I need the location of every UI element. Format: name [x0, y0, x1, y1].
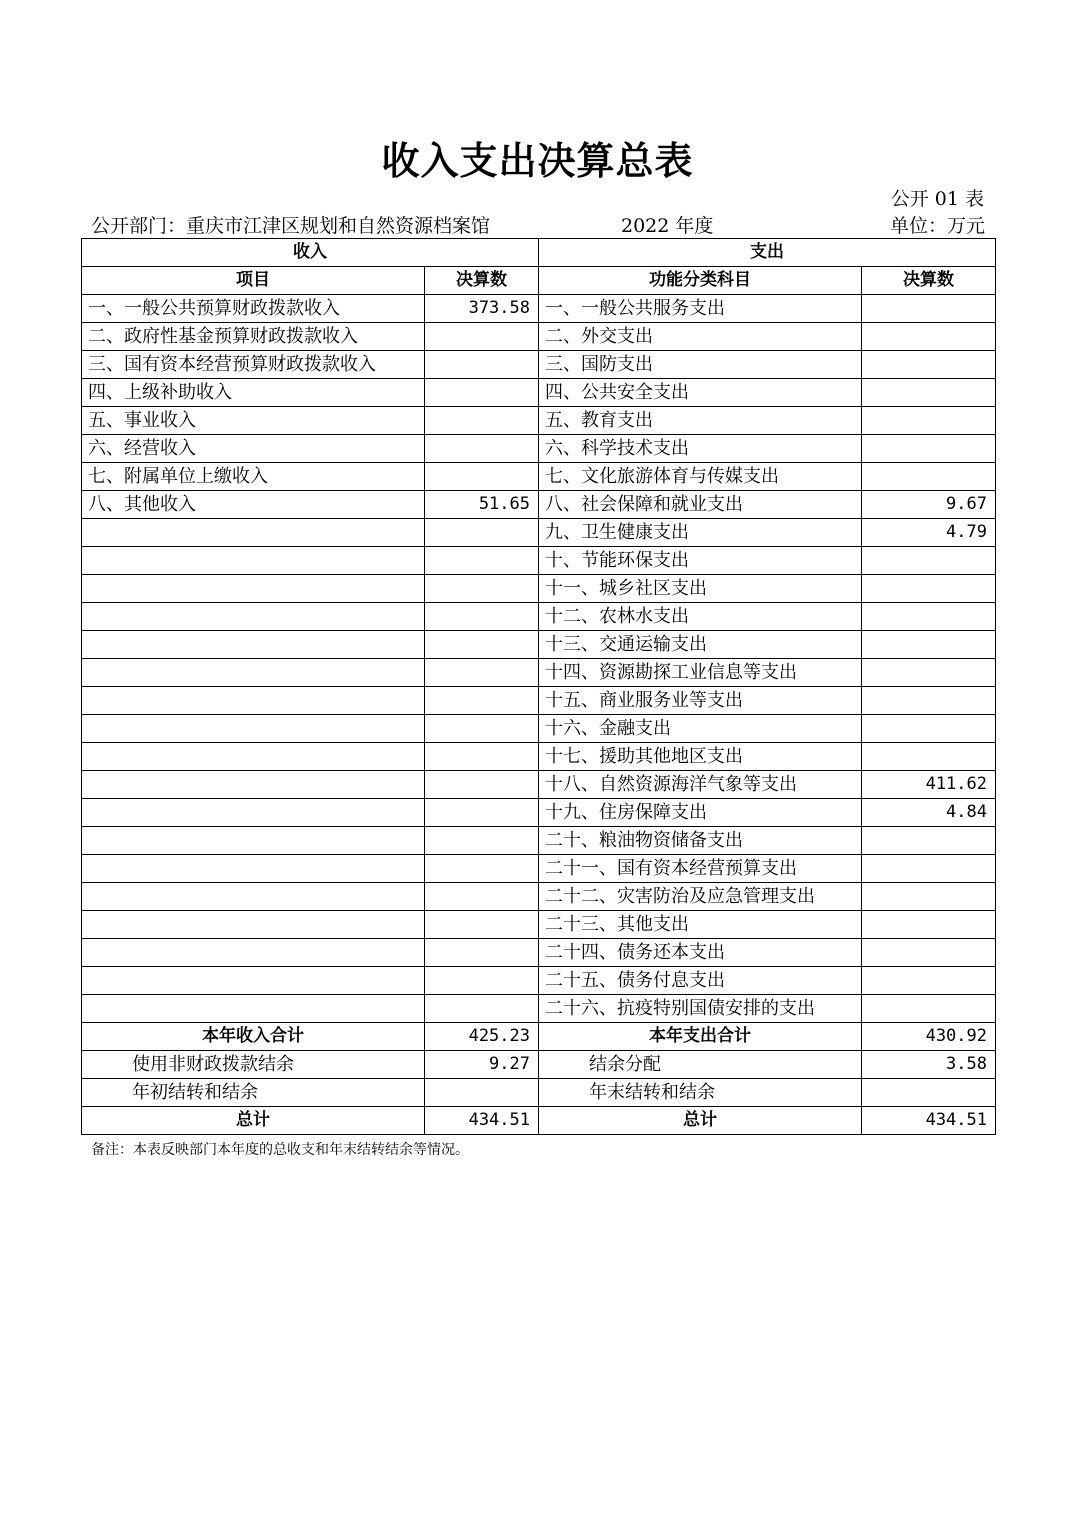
income-amount-cell	[425, 855, 539, 883]
income-item-cell	[82, 575, 425, 603]
income-item-cell	[82, 631, 425, 659]
income-amount-cell	[425, 407, 539, 435]
table-row	[82, 435, 996, 463]
footnote: 备注：本表反映部门本年度的总收支和年末结转结余等情况。	[91, 1142, 469, 1158]
expense-amount-cell: 9.67	[862, 491, 996, 519]
table-row	[82, 379, 996, 407]
expense-item-cell: 十、节能环保支出	[539, 547, 862, 575]
table-row	[82, 771, 996, 799]
income-item-cell: 一、一般公共预算财政拨款收入	[82, 295, 425, 323]
expense-item-cell: 一、一般公共服务支出	[539, 295, 862, 323]
income-amount-cell	[425, 715, 539, 743]
grand-total-row	[82, 1107, 996, 1135]
income-amount-cell	[425, 883, 539, 911]
income-amount-cell	[425, 743, 539, 771]
table-row	[82, 855, 996, 883]
income-item-cell: 二、政府性基金预算财政拨款收入	[82, 323, 425, 351]
expense-item-cell: 十九、住房保障支出	[539, 799, 862, 827]
table-row	[82, 463, 996, 491]
table-row	[82, 659, 996, 687]
income-amount-cell	[425, 659, 539, 687]
grand-total-income-label: 总计	[82, 1107, 425, 1135]
expense-amount-cell	[862, 323, 996, 351]
grand-total-expense-value: 434.51	[862, 1107, 996, 1135]
table-row	[82, 491, 996, 519]
income-item-cell: 三、国有资本经营预算财政拨款收入	[82, 351, 425, 379]
expense-item-cell: 二十、粮油物资储备支出	[539, 827, 862, 855]
income-item-cell	[82, 547, 425, 575]
expense-amount-cell	[862, 939, 996, 967]
income-amount-cell	[425, 995, 539, 1023]
expense-amount-cell	[862, 827, 996, 855]
income-item-cell	[82, 603, 425, 631]
income-total-label: 本年收入合计	[82, 1023, 425, 1051]
expense-item-cell: 八、社会保障和就业支出	[539, 491, 862, 519]
expense-amount-cell	[862, 631, 996, 659]
expense-amount-cell	[862, 547, 996, 575]
expense-amount-cell	[862, 659, 996, 687]
income-amount-cell	[425, 519, 539, 547]
expense-item-cell: 十六、金融支出	[539, 715, 862, 743]
expense-item-cell: 十八、自然资源海洋气象等支出	[539, 771, 862, 799]
expense-item-cell: 十七、援助其他地区支出	[539, 743, 862, 771]
carryover-row	[82, 1079, 996, 1107]
budget-table	[81, 238, 996, 1135]
table-row	[82, 911, 996, 939]
expense-item-cell: 二十一、国有资本经营预算支出	[539, 855, 862, 883]
expense-amount-cell	[862, 407, 996, 435]
department-label: 公开部门：重庆市江津区规划和自然资源档案馆	[91, 215, 491, 237]
income-amount-cell	[425, 351, 539, 379]
expense-item-cell: 二十五、债务付息支出	[539, 967, 862, 995]
expense-amount-cell	[862, 575, 996, 603]
grand-total-income-value: 434.51	[425, 1107, 539, 1135]
unit-label: 单位：万元	[889, 215, 985, 237]
income-item-cell: 四、上级补助收入	[82, 379, 425, 407]
income-item-cell	[82, 687, 425, 715]
expense-amount-cell	[862, 911, 996, 939]
expense-total-label: 本年支出合计	[539, 1023, 862, 1051]
income-amount-cell	[425, 463, 539, 491]
income-total-value: 425.23	[425, 1023, 539, 1051]
income-amount-cell	[425, 687, 539, 715]
expense-amount-cell	[862, 463, 996, 491]
income-item-cell: 七、附属单位上缴收入	[82, 463, 425, 491]
column-header-row	[82, 267, 996, 295]
income-item-cell	[82, 911, 425, 939]
table-row	[82, 631, 996, 659]
income-amount-cell	[425, 911, 539, 939]
expense-item-cell: 十三、交通运输支出	[539, 631, 862, 659]
income-item-cell	[82, 743, 425, 771]
expense-amount-cell	[862, 295, 996, 323]
table-row	[82, 743, 996, 771]
annual-total-row	[82, 1023, 996, 1051]
expense-amount-cell	[862, 379, 996, 407]
income-amount-cell	[425, 575, 539, 603]
table-row	[82, 827, 996, 855]
income-header: 收入	[82, 239, 539, 267]
expense-amount-cell	[862, 603, 996, 631]
income-item-cell	[82, 519, 425, 547]
expense-item-cell: 九、卫生健康支出	[539, 519, 862, 547]
income-item-cell	[82, 883, 425, 911]
expense-item-cell: 四、公共安全支出	[539, 379, 862, 407]
income-item-cell	[82, 659, 425, 687]
balance-allocation-label: 结余分配	[539, 1051, 862, 1079]
table-row	[82, 715, 996, 743]
expense-item-cell: 二、外交支出	[539, 323, 862, 351]
income-item-cell	[82, 799, 425, 827]
table-row	[82, 799, 996, 827]
income-amount-cell	[425, 323, 539, 351]
table-row	[82, 687, 996, 715]
table-row	[82, 547, 996, 575]
expense-amount-cell: 4.79	[862, 519, 996, 547]
income-item-cell: 五、事业收入	[82, 407, 425, 435]
table-row	[82, 575, 996, 603]
income-item-cell	[82, 855, 425, 883]
expense-amount-cell	[862, 855, 996, 883]
nonfiscal-balance-label: 使用非财政拨款结余	[82, 1051, 425, 1079]
expense-amount-cell	[862, 715, 996, 743]
expense-amount-column-header: 决算数	[862, 267, 996, 295]
expense-item-cell: 三、国防支出	[539, 351, 862, 379]
nonfiscal-balance-value: 9.27	[425, 1051, 539, 1079]
expense-item-cell: 二十四、债务还本支出	[539, 939, 862, 967]
beginning-carryover-value	[425, 1079, 539, 1107]
expense-amount-cell	[862, 995, 996, 1023]
ending-carryover-label: 年末结转和结余	[539, 1079, 862, 1107]
section-header-row	[82, 239, 996, 267]
income-item-cell	[82, 967, 425, 995]
income-item-cell: 六、经营收入	[82, 435, 425, 463]
expense-item-cell: 二十三、其他支出	[539, 911, 862, 939]
expense-amount-cell	[862, 883, 996, 911]
income-item-cell	[82, 995, 425, 1023]
balance-allocation-value: 3.58	[862, 1051, 996, 1079]
table-row	[82, 351, 996, 379]
expense-amount-cell	[862, 743, 996, 771]
table-row	[82, 323, 996, 351]
grand-total-expense-label: 总计	[539, 1107, 862, 1135]
beginning-carryover-label: 年初结转和结余	[82, 1079, 425, 1107]
income-amount-cell	[425, 771, 539, 799]
income-item-cell: 八、其他收入	[82, 491, 425, 519]
expense-amount-cell	[862, 351, 996, 379]
income-amount-cell	[425, 939, 539, 967]
income-item-cell	[82, 771, 425, 799]
expense-item-cell: 十四、资源勘探工业信息等支出	[539, 659, 862, 687]
income-amount-cell	[425, 827, 539, 855]
function-column-header: 功能分类科目	[539, 267, 862, 295]
report-meta	[91, 211, 985, 237]
income-amount-cell	[425, 603, 539, 631]
table-row	[82, 939, 996, 967]
table-row	[82, 295, 996, 323]
expense-item-cell: 七、文化旅游体育与传媒支出	[539, 463, 862, 491]
income-amount-cell	[425, 547, 539, 575]
expense-amount-cell: 411.62	[862, 771, 996, 799]
income-item-cell	[82, 715, 425, 743]
ending-carryover-value	[862, 1079, 996, 1107]
expense-item-cell: 二十二、灾害防治及应急管理支出	[539, 883, 862, 911]
income-amount-cell	[425, 435, 539, 463]
page-title: 收入支出决算总表	[381, 139, 694, 183]
expense-item-cell: 二十六、抗疫特别国债安排的支出	[539, 995, 862, 1023]
expense-amount-cell: 4.84	[862, 799, 996, 827]
table-row	[82, 519, 996, 547]
income-amount-cell	[425, 379, 539, 407]
form-number: 公开 01 表	[890, 188, 984, 210]
expense-item-cell: 十二、农林水支出	[539, 603, 862, 631]
expense-item-cell: 五、教育支出	[539, 407, 862, 435]
income-amount-cell	[425, 967, 539, 995]
income-item-cell	[82, 939, 425, 967]
expense-item-cell: 十五、商业服务业等支出	[539, 687, 862, 715]
table-row	[82, 407, 996, 435]
table-row	[82, 967, 996, 995]
balance-row	[82, 1051, 996, 1079]
expense-amount-cell	[862, 687, 996, 715]
income-amount-cell	[425, 799, 539, 827]
expense-amount-cell	[862, 435, 996, 463]
expense-item-cell: 十一、城乡社区支出	[539, 575, 862, 603]
expense-item-cell: 六、科学技术支出	[539, 435, 862, 463]
expense-header: 支出	[539, 239, 996, 267]
income-amount-cell: 373.58	[425, 295, 539, 323]
table-row	[82, 603, 996, 631]
expense-total-value: 430.92	[862, 1023, 996, 1051]
expense-amount-cell	[862, 967, 996, 995]
income-amount-column-header: 决算数	[425, 267, 539, 295]
table-row	[82, 883, 996, 911]
item-column-header: 项目	[82, 267, 425, 295]
income-amount-cell: 51.65	[425, 491, 539, 519]
fiscal-year: 2022 年度	[621, 215, 714, 237]
table-row	[82, 995, 996, 1023]
income-amount-cell	[425, 631, 539, 659]
income-item-cell	[82, 827, 425, 855]
